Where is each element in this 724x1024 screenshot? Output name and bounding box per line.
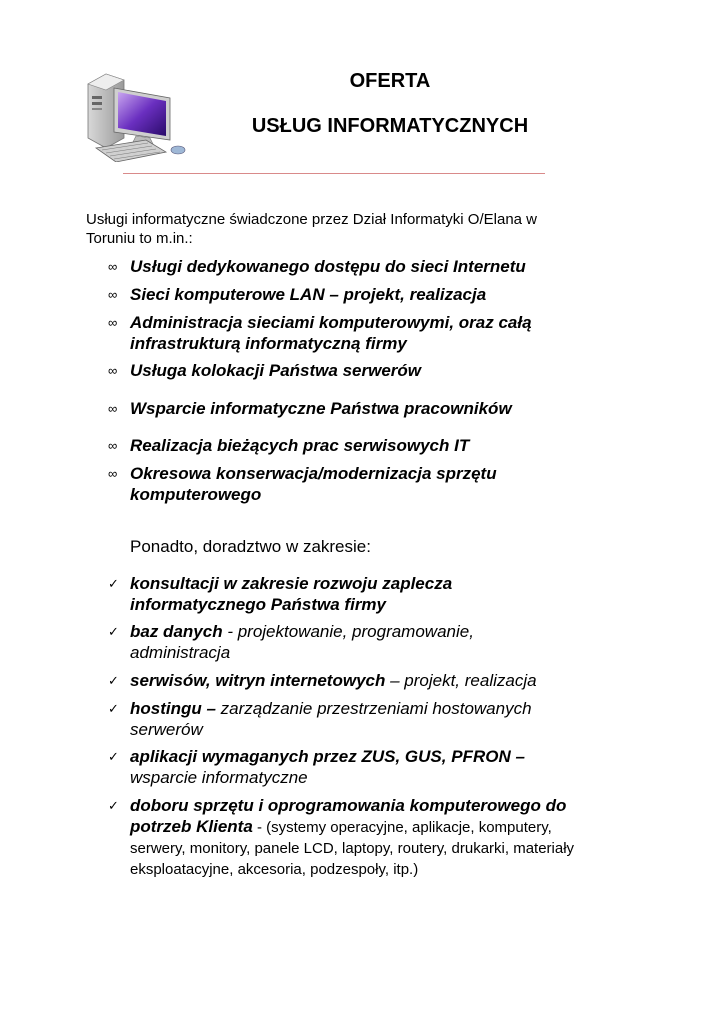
infinity-bullet-icon: ∞ <box>108 315 118 330</box>
checkmark-icon: ✓ <box>108 673 119 688</box>
advisory-intro: Ponadto, doradztwo w zakresie: <box>130 537 371 556</box>
service-line1: Realizacja bieżących prac serwisowych IT <box>130 436 470 455</box>
infinity-bullet-icon: ∞ <box>108 287 118 302</box>
list-item <box>108 398 578 420</box>
list-item <box>108 256 578 278</box>
checkmark-icon: ✓ <box>108 701 119 716</box>
checkmark-icon: ✓ <box>108 576 119 591</box>
list-item <box>108 795 578 879</box>
computer-illustration <box>84 70 190 162</box>
service-line1: Wsparcie informatyczne Państwa pracowników <box>130 399 512 418</box>
page-title-line1: OFERTA <box>349 70 431 92</box>
list-item <box>108 284 578 306</box>
list-item <box>108 573 578 615</box>
list-item <box>108 463 578 505</box>
list-item <box>108 698 578 740</box>
list-item <box>108 670 578 691</box>
intro-paragraph: Usługi informatyczne świadczone przez Dział Informatyki O/Elana w Toruniu to m.in.: <box>86 211 538 247</box>
checkmark-icon: ✓ <box>108 798 119 813</box>
list-item <box>108 435 578 457</box>
advisory-topic: konsultacji w zakresie rozwoju zaplecza informatycznego Państwa firmy <box>130 574 453 614</box>
advisory-topic: baz danych <box>130 622 223 641</box>
service-line2: komputerowego <box>130 485 262 504</box>
advisory-topic: doboru sprzętu i oprogramowania komputerowego do potrzeb Klienta <box>130 796 567 836</box>
checkmark-icon: ✓ <box>108 624 119 639</box>
service-line1: Usługa kolokacji Państwa serwerów <box>130 361 422 380</box>
checkmark-icon: ✓ <box>108 749 119 764</box>
infinity-bullet-icon: ∞ <box>108 438 118 453</box>
advisory-detail: - (systemy operacyjne, aplikacje, komputery, serwery, monitory, panele LCD, laptopy, routery, drukarki, materiały eksploatacyjne, akcesoria, podzespoły, itp.) <box>130 819 575 878</box>
service-line1: Usługi dedykowanego dostępu do sieci Internetu <box>130 257 526 276</box>
advisory-detail: wsparcie informatyczne <box>130 768 308 787</box>
advisory-topic: serwisów, witryn internetowych <box>130 671 386 690</box>
infinity-bullet-icon: ∞ <box>108 363 118 378</box>
service-line1: Okresowa konserwacja/modernizacja sprzętu <box>130 464 497 483</box>
list-item <box>108 360 578 382</box>
advisory-topic: hostingu – <box>130 699 216 718</box>
list-item <box>108 746 578 788</box>
service-line2: infrastrukturą informatyczną firmy <box>130 334 407 353</box>
title-divider <box>123 173 545 174</box>
list-item <box>108 621 578 663</box>
infinity-bullet-icon: ∞ <box>108 259 118 274</box>
service-line1: Administracja sieciami komputerowymi, oraz całą <box>130 313 532 332</box>
list-item <box>108 312 578 354</box>
infinity-bullet-icon: ∞ <box>108 466 118 481</box>
advisory-detail: - projektowanie, programowanie, administracja <box>130 622 474 662</box>
advisory-topic: aplikacji wymaganych przez ZUS, GUS, PFRON – <box>130 747 525 766</box>
advisory-detail: zarządzanie przestrzeniami hostowanych serwerów <box>130 699 532 739</box>
service-line1: Sieci komputerowe LAN – projekt, realizacja <box>130 285 487 304</box>
advisory-detail: – projekt, realizacja <box>385 671 537 690</box>
infinity-bullet-icon: ∞ <box>108 401 118 416</box>
page-title-line2: USŁUG INFORMATYCZNYCH <box>251 115 529 137</box>
